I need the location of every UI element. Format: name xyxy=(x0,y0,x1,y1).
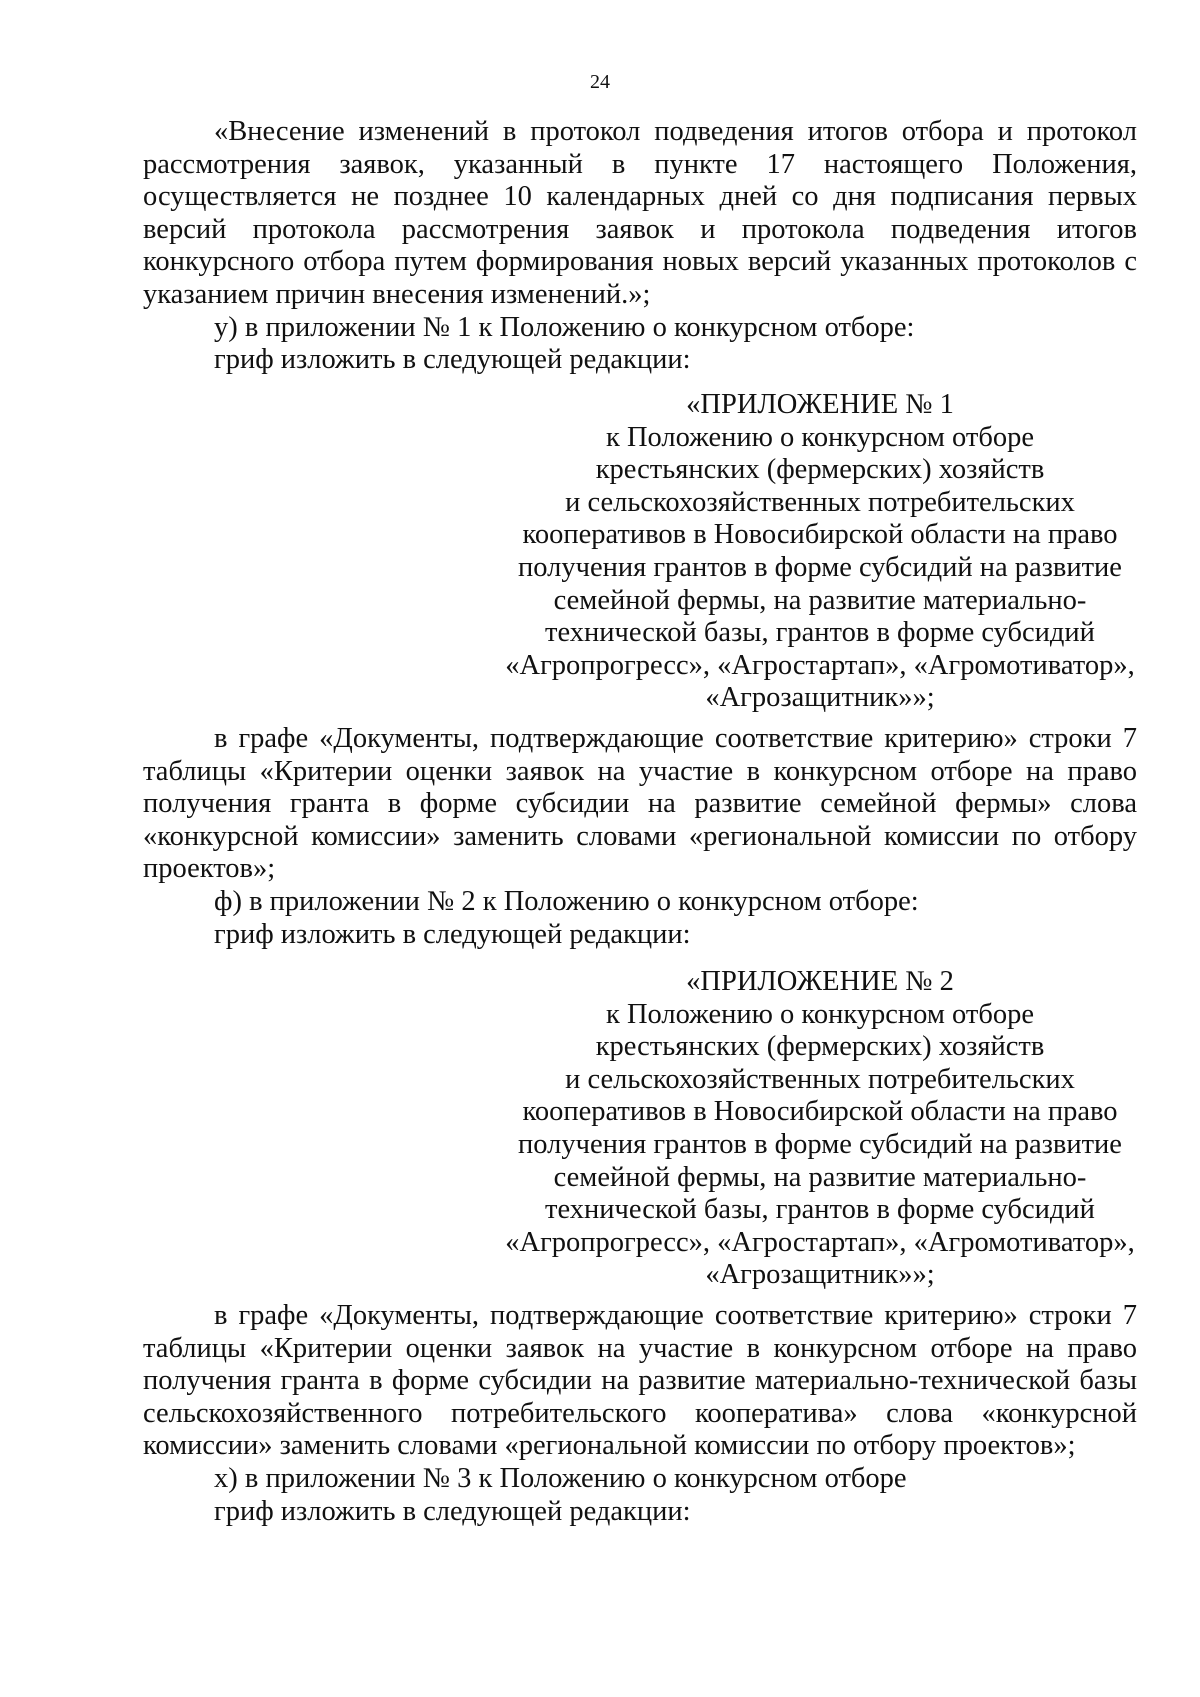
page-number: 24 xyxy=(590,71,610,93)
grif-line: семейной фермы, на развитие материально- xyxy=(553,1161,1087,1193)
grif-line: технической базы, грантов в форме субсидий xyxy=(545,1194,1095,1226)
grif-line: и сельскохозяйственных потребительских xyxy=(565,486,1075,518)
grif-line: крестьянских (фермерских) хозяйств xyxy=(595,1031,1045,1063)
appendix-1-grif xyxy=(490,389,1150,715)
grif-line: кооперативов в Новосибирской области на право xyxy=(522,1096,1118,1128)
grif-line: «ПРИЛОЖЕНИЕ № 1 xyxy=(686,389,954,420)
paragraph-grif-instruction: гриф изложить в следующей редакции: xyxy=(214,1495,691,1527)
grif-line: к Положению о конкурсном отборе xyxy=(605,998,1035,1030)
grif-line: крестьянских (фермерских) хозяйств xyxy=(595,454,1045,486)
paragraph-protocol-changes: «Внесение изменений в протокол подведения итогов отбора и протокол рассмотрения заявок, указанный в пункте 17 настоящего Положения, осуществляется не позднее 10 календарных дней со дня подписания первых версий протокола рассмотрения заявок и протокола подведения итогов конкурсного отбора путем формирования новых версий указанных протоколов с указанием причин внесения изменений.»; xyxy=(143,116,1137,310)
grif-line: «Агрозащитник»»; xyxy=(705,682,935,714)
appendix-2-grif xyxy=(490,966,1150,1292)
amendment-block-2 xyxy=(143,723,1137,951)
grif-line: «Агропрогресс», «Агростартап», «Агромотиватор», xyxy=(505,649,1135,681)
amendment-block-3 xyxy=(143,1300,1137,1528)
paragraph-item-kh: х) в приложении № 3 к Положению о конкурсном отборе xyxy=(214,1462,907,1494)
grif-line: к Положению о конкурсном отборе xyxy=(605,421,1035,453)
grif-line: кооперативов в Новосибирской области на право xyxy=(522,519,1118,551)
paragraph-item-u: у) в приложении № 1 к Положению о конкурсном отборе: xyxy=(214,311,915,343)
grif-line: «ПРИЛОЖЕНИЕ № 2 xyxy=(686,966,954,997)
amendment-block-1 xyxy=(143,116,1137,377)
paragraph-grif-instruction: гриф изложить в следующей редакции: xyxy=(214,344,691,376)
grif-line: «Агрозащитник»»; xyxy=(705,1259,935,1291)
paragraph-table-criteria-family-farm: в графе «Документы, подтверждающие соответствие критерию» строки 7 таблицы «Критерии оценки заявок на участие в конкурсном отборе на право получения гранта в форме субсидии на развитие семейной фермы» слова «конкурсной комиссии» заменить словами «региональной комиссии по отбору проектов»; xyxy=(143,723,1137,885)
paragraph-grif-instruction: гриф изложить в следующей редакции: xyxy=(214,918,691,950)
grif-line: получения грантов в форме субсидий на развитие xyxy=(518,1128,1122,1160)
grif-line: «Агропрогресс», «Агростартап», «Агромотиватор», xyxy=(505,1226,1135,1258)
grif-line: получения грантов в форме субсидий на развитие xyxy=(518,551,1122,583)
paragraph-item-f: ф) в приложении № 2 к Положению о конкурсном отборе: xyxy=(214,885,919,917)
grif-line: и сельскохозяйственных потребительских xyxy=(565,1063,1075,1095)
paragraph-table-criteria-cooperative: в графе «Документы, подтверждающие соответствие критерию» строки 7 таблицы «Критерии оценки заявок на участие в конкурсном отборе на право получения гранта в форме субсидии на развитие материально-технической базы сельскохозяйственного потребительского кооператива» слова «конкурсной комиссии» заменить словами «региональной комиссии по отбору проектов»; xyxy=(143,1300,1137,1462)
grif-line: семейной фермы, на развитие материально- xyxy=(553,584,1087,616)
grif-line: технической базы, грантов в форме субсидий xyxy=(545,617,1095,649)
